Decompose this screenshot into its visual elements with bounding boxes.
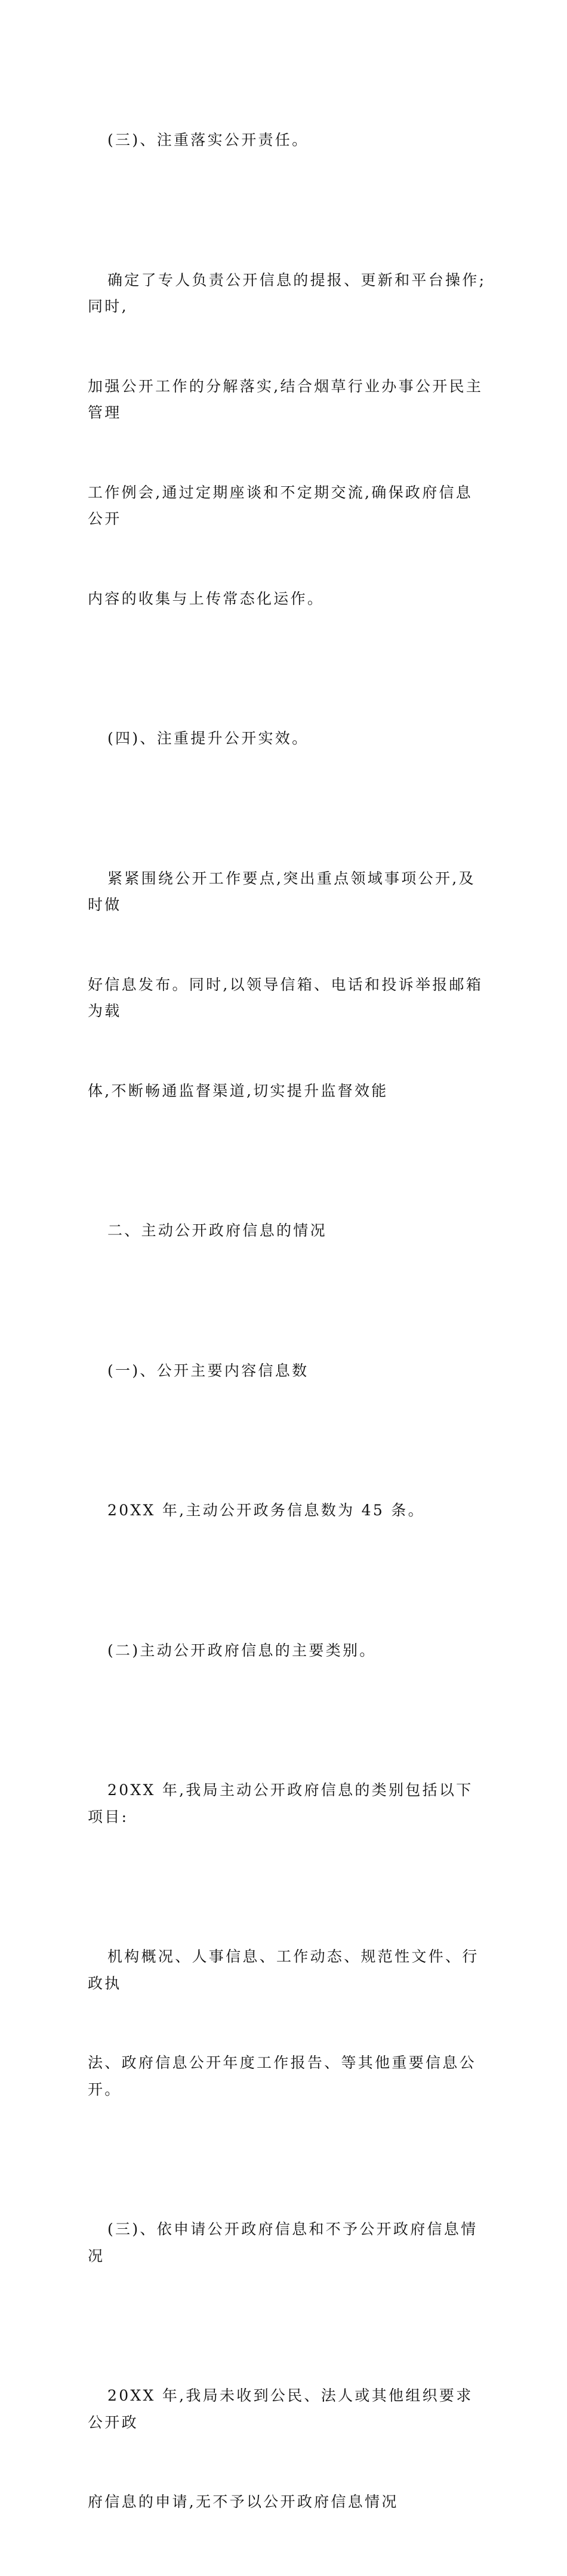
document-body [88,74,488,2576]
text-line: 内容的收集与上传常态化运作。 [88,589,325,607]
paragraph-heading-1-count [88,1305,488,1438]
text-line: 确定了专人负责公开信息的提报、更新和平台操作;同时, [88,271,486,315]
text-line: 府信息的申请,无不予以公开政府信息情况 [88,2493,399,2510]
paragraph-categories-list [88,1891,488,2156]
paragraph-heading-3-application [88,2163,488,2322]
text-line: 体,不断畅通监督渠道,切实提升监督效能 [88,1082,389,1099]
text-line: 20XX 年,我局主动公开政府信息的类别包括以下项目: [88,1781,473,1826]
text-line: 加强公开工作的分解落实,结合烟草行业办事公开民主管理 [88,377,483,421]
paragraph-responsibility-body [88,214,488,666]
text-line: 机构概况、人事信息、工作动态、规范性文件、行政执 [88,1948,479,1992]
text-line: (一)、公开主要内容信息数 [107,1361,309,1379]
text-line: 20XX 年,我局未收到公民、法人或其他组织要求公开政 [88,2387,473,2431]
text-line: 二、主动公开政府信息的情况 [107,1222,327,1239]
section-heading-2 [88,1165,488,1298]
text-line: (三)、依申请公开政府信息和不予公开政府信息情况 [88,2220,478,2265]
text-line: 工作例会,通过定期座谈和不定期交流,确保政府信息公开 [88,483,473,527]
text-line: 法、政府信息公开年度工作报告、等其他重要信息公开。 [88,2054,476,2098]
text-line: 好信息发布。同时,以领导信箱、电话和投诉举报邮箱为载 [88,975,483,1020]
paragraph-heading-3-responsibility [88,74,488,207]
text-line: 20XX 年,主动公开政务信息数为 45 条。 [107,1502,425,1519]
text-line: 紧紧围绕公开工作要点,突出重点领域事项公开,及时做 [88,869,476,913]
text-line: (二)主动公开政府信息的主要类别。 [107,1641,377,1659]
text-line: (四)、注重提升公开实效。 [107,730,309,747]
paragraph-heading-2-categories [88,1584,488,1718]
paragraph-application-body [88,2330,488,2569]
paragraph-heading-4-effectiveness [88,672,488,805]
paragraph-effectiveness-body [88,813,488,1158]
paragraph-categories-intro [88,1724,488,1883]
paragraph-count-body [88,1444,488,1577]
text-line: (三)、注重落实公开责任。 [107,131,309,149]
